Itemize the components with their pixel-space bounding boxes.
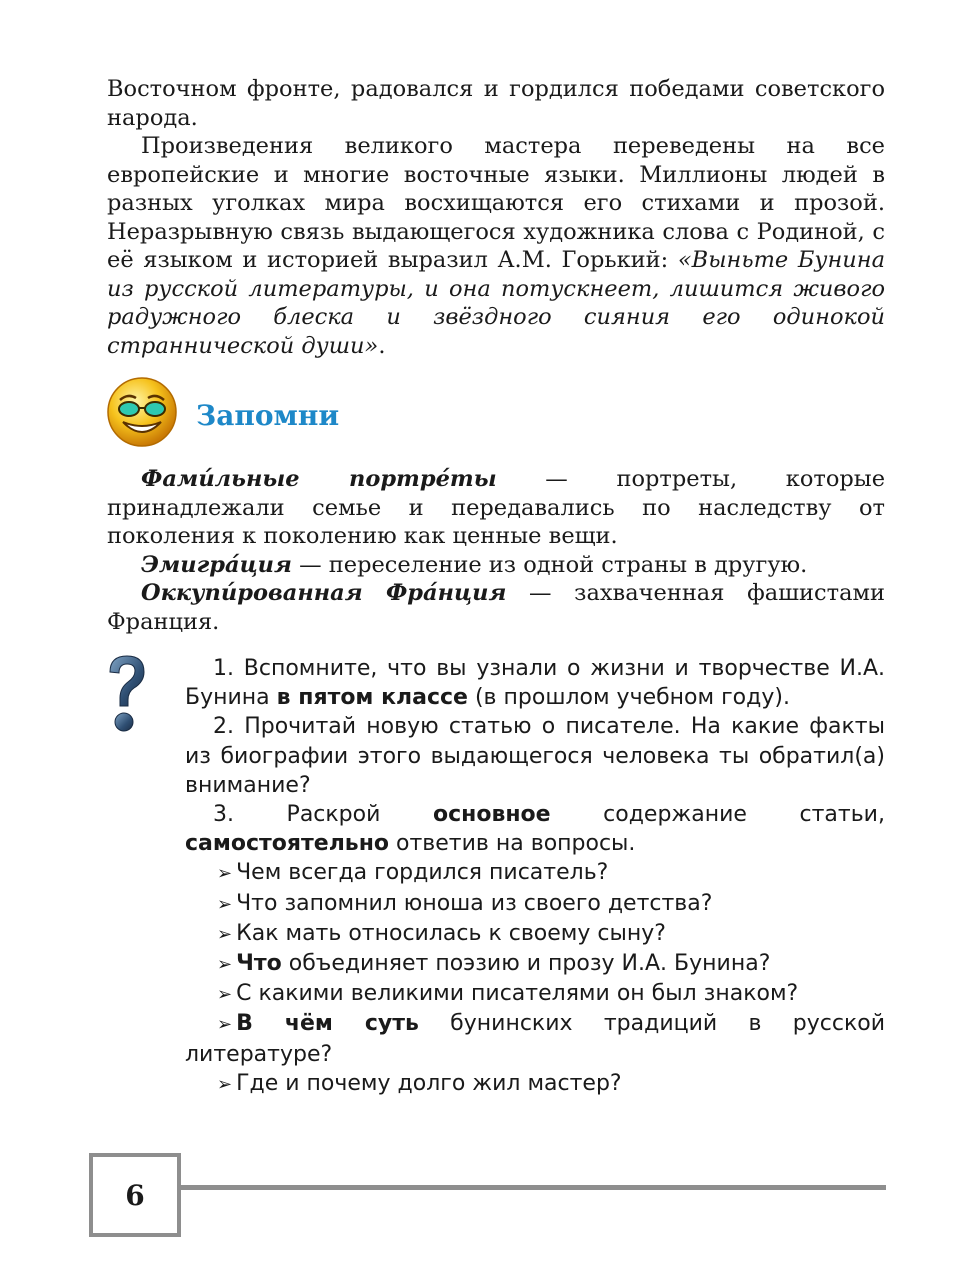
subquestion-3 xyxy=(185,919,885,949)
arrow-bullet-icon: ➢ xyxy=(217,1014,233,1036)
sub-bold: Что xyxy=(236,951,282,977)
term-definition: переселение из одной страны в другую. xyxy=(328,551,808,578)
term-name: Оккупи́рованная Фра́нция xyxy=(141,580,507,606)
q3-text-end: ответив на вопросы. xyxy=(389,831,636,857)
smiley-glasses-icon xyxy=(106,376,178,448)
intro-text xyxy=(107,75,885,360)
subquestion-5 xyxy=(185,979,885,1009)
term-name: Эмигра́ция xyxy=(141,551,292,578)
arrow-bullet-icon: ➢ xyxy=(217,923,233,945)
subquestion-2 xyxy=(185,889,885,919)
question-mark-icon xyxy=(106,654,148,734)
q3-emphasis-2: самостоятельно xyxy=(185,831,390,857)
term-definition: портреты, которые принадлежали семье и передавались по наследству от поколения к поколению как ценные вещи. xyxy=(107,466,886,549)
sub-text: Как мать относилась к своему сыну? xyxy=(236,920,666,946)
footer-rule xyxy=(180,1185,886,1190)
sub-text: С какими великими писателями он был знаком? xyxy=(236,981,799,1007)
question-2: 2. Прочитай новую статью о писателе. На какие факты из биографии этого выдающегося человека ты обратил(а) внимание? xyxy=(185,714,885,798)
sub-text: Чем всегда гордился писатель? xyxy=(236,860,609,886)
sub-text: Что запомнил юноша из своего детства? xyxy=(236,890,713,916)
term-definition: захваченная фашистами Франция. xyxy=(107,580,885,635)
q3-text: 3. Раскрой xyxy=(213,802,433,828)
questions-block xyxy=(185,654,885,1099)
arrow-bullet-icon: ➢ xyxy=(217,863,233,885)
sub-bold: В чём суть xyxy=(236,1011,419,1037)
remember-heading: Запомни xyxy=(196,399,340,432)
q1-text: 1. Вспомните, что вы узнали о жизни и творчестве И.А. Бунина xyxy=(185,656,885,711)
term-dash: — xyxy=(291,551,329,578)
glossary xyxy=(107,465,885,636)
term-dash: — xyxy=(496,466,617,492)
glossary-term-2 xyxy=(107,551,885,580)
question-1 xyxy=(185,654,885,712)
subquestion-7 xyxy=(185,1069,885,1099)
sub-text: Где и почему долго жил мастер? xyxy=(236,1070,622,1096)
subquestion-6 xyxy=(185,1009,885,1068)
q3-emphasis-1: основное xyxy=(432,802,551,828)
page-number: 6 xyxy=(89,1153,181,1237)
sub-text: объединяет поэзию и прозу И.А. Бунина? xyxy=(281,951,771,977)
intro-p2-end: . xyxy=(378,332,386,359)
arrow-bullet-icon: ➢ xyxy=(217,954,233,976)
arrow-bullet-icon: ➢ xyxy=(217,1073,233,1095)
glossary-term-1 xyxy=(107,465,885,551)
intro-paragraph-1: Восточном фронте, радовался и гордился победами советского народа. xyxy=(107,76,885,131)
gorky-quote: «Выньте Бунина из русской литературы, и она потускнеет, лишится живого радужного блеска и звёздного сияния его одинокой страннической души» xyxy=(107,247,885,359)
term-name: Фами́льные портре́ты xyxy=(141,466,497,492)
glossary-term-3 xyxy=(107,579,885,636)
q3-text-mid: содержание статьи, xyxy=(550,802,885,828)
subquestion-4 xyxy=(185,949,885,979)
term-dash: — xyxy=(506,580,575,606)
intro-paragraph-2 xyxy=(107,132,885,360)
arrow-bullet-icon: ➢ xyxy=(217,984,233,1006)
sub-text: бунинских традиций в русской литературе? xyxy=(185,1011,886,1067)
arrow-bullet-icon: ➢ xyxy=(217,893,233,915)
subquestion-1 xyxy=(185,858,885,888)
question-3 xyxy=(185,800,885,858)
intro-p2-text: Произведения великого мастера переведены на все европейские и многие восточные языки. Миллионы людей в разных уголках мира восхищаются его стихами и прозой. Неразрывную связь выдающегося художника слова с Родиной, с её языком и историей выразил А.М. Горький: xyxy=(107,133,885,273)
q1-text-end: (в прошлом учебном году). xyxy=(467,685,790,711)
q1-emphasis: в пятом классе xyxy=(276,685,468,711)
